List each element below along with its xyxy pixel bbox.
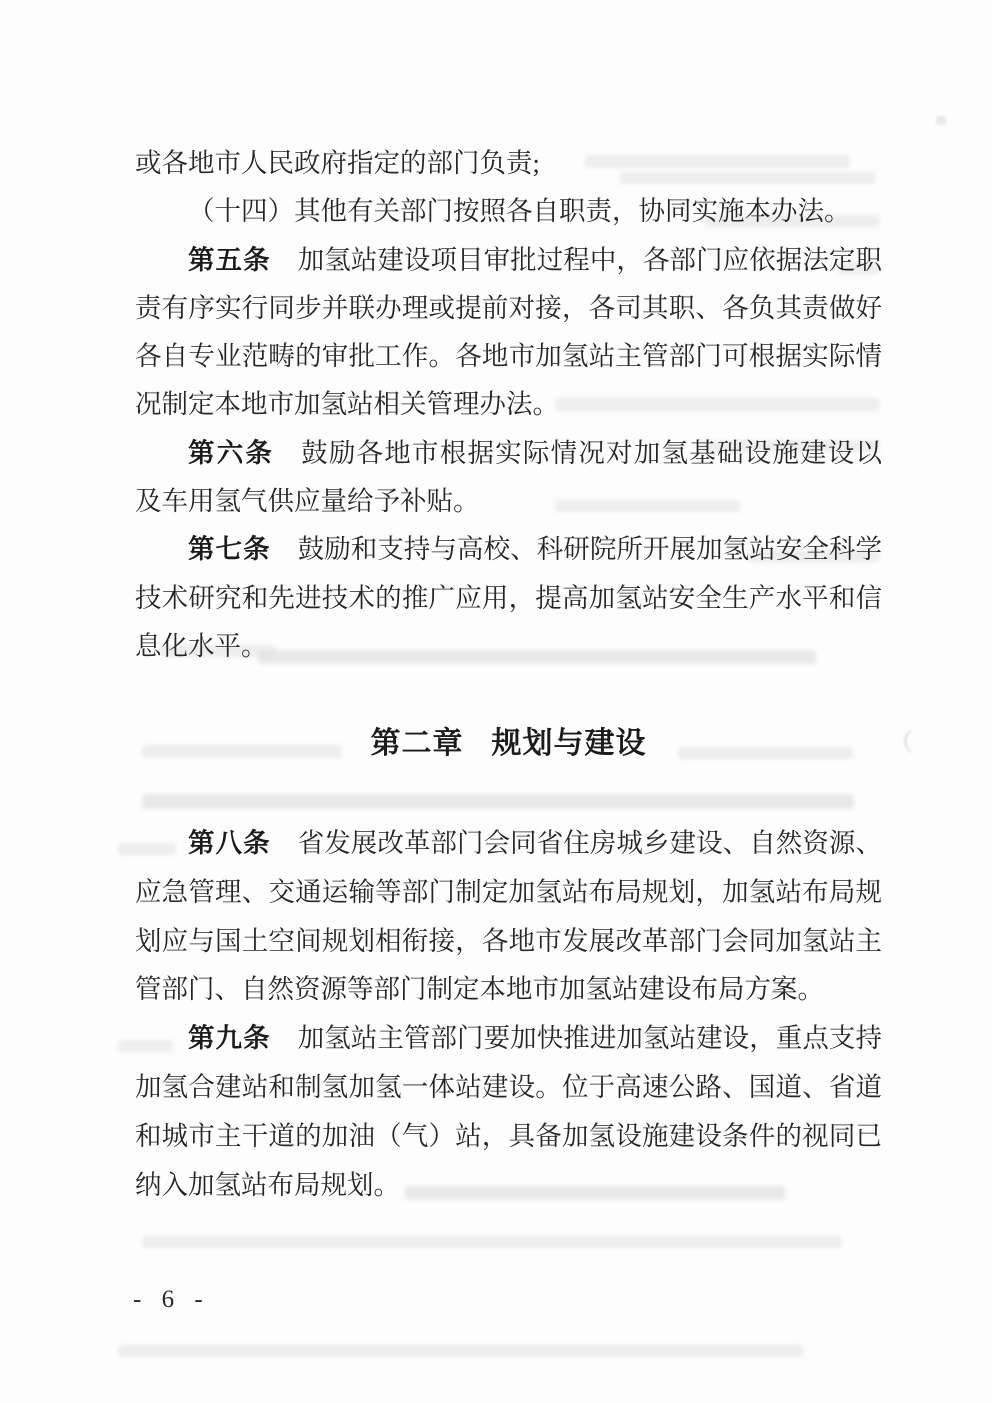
scan-speck [936,116,946,125]
article-number: 第八条 [188,828,271,858]
text-line: （十四）其他有关部门按照各自职责，协同实施本办法。 [188,196,851,227]
text-line: 第七条 鼓励和支持与高校、科研院所开展加氢站安全科学 [188,534,882,565]
article-number: 第九条 [188,1023,271,1054]
bleed-through-mark [142,794,854,809]
text-line: 加氢合建站和制氢加氢一体站建设。位于高速公路、国道、省道 [135,1071,882,1102]
text-line: 应急管理、交通运输等部门制定加氢站布局规划，加氢站布局规 [135,876,882,907]
text-line: 第六条 鼓励各地市根据实际情况对加氢基础设施建设以 [188,437,883,468]
text-line: 技术研究和先进技术的推广应用，提高加氢站安全生产水平和信 [135,582,882,613]
text-line: 划应与国土空间规划相衔接，各地市发展改革部门会同加氢站主 [135,925,882,956]
text-line: 息化水平。 [135,630,268,661]
section-articles-4-to-7 [135,139,882,670]
text-line: 第五条 加氢站建设项目审批过程中，各部门应依据法定职 [188,244,882,275]
text-line: 各自专业范畴的审批工作。各地市加氢站主管部门可根据实际情 [135,341,882,372]
text-line: 管部门、自然资源等部门制定本地市加氢站建设布局方案。 [135,974,824,1005]
chapter-number: 第二章 [370,727,464,760]
text-line: 第八条 省发展改革部门会同省住房城乡建设、自然资源、 [188,828,882,858]
text-line: 况制定本地市加氢站相关管理办法。 [135,389,559,420]
bleed-through-mark [118,1345,803,1357]
article-number: 第五条 [188,244,271,275]
text-line: 或各地市人民政府指定的部门负责; [135,148,540,178]
section-articles-8-to-9 [135,819,882,1209]
text-line: 第九条 加氢站主管部门要加快推进加氢站建设，重点支持 [188,1023,882,1054]
article-number: 第七条 [188,534,271,565]
bleed-through-mark [142,1236,842,1248]
article-number: 第六条 [188,437,275,468]
text-line: 纳入加氢站布局规划。 [135,1169,400,1200]
ghost-paren-mark: （ [889,730,913,756]
text-line: 责有序实行同步并联办理或提前对接，各司其职、各负其责做好 [135,292,882,323]
text-line: 及车用氢气供应量给予补贴。 [135,486,480,517]
chapter-title: 规划与建设 [491,727,647,760]
chapter-heading [135,722,882,766]
page-number: - 6 - [133,1286,209,1313]
text-line: 和城市主干道的加油（气）站，具备加氢设施建设条件的视同已 [135,1120,882,1151]
